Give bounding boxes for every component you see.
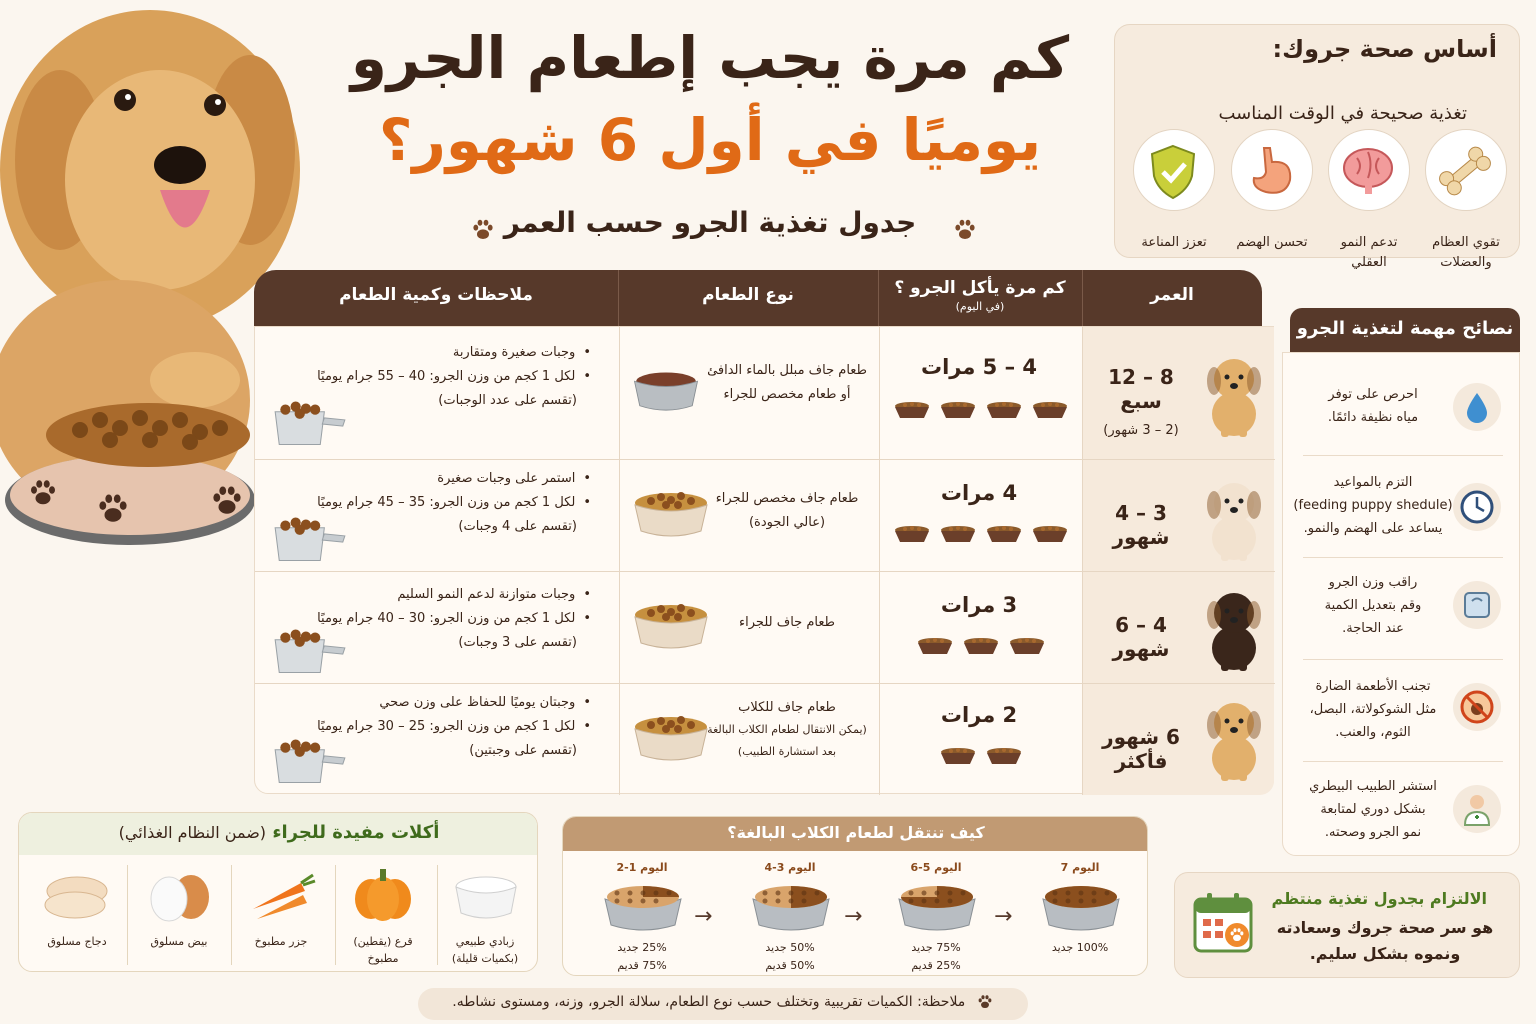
carrot-icon <box>243 865 319 925</box>
calendar-icon <box>1191 889 1255 955</box>
step4-day: اليوم 1-2 <box>616 861 668 874</box>
commitment-line2: هو سر صحة جروك وسعادته <box>1276 918 1494 937</box>
snack-egg-label: بيض مسلوق <box>150 935 208 948</box>
commitment-line3: ونموه بشكل سليم. <box>1309 944 1461 963</box>
meal-bowl-icon <box>916 637 954 655</box>
page-title-line2: يوميًا في أول 6 شهور؟ <box>378 106 1042 174</box>
measuring-cup-icon <box>269 397 351 449</box>
health-basics-title: أساس صحة جروك: <box>1272 35 1497 63</box>
table-row-age <box>1089 365 1193 438</box>
transition-step <box>1025 851 1135 976</box>
step4-old: 75% قديم <box>617 959 667 972</box>
paw-icon <box>952 218 978 242</box>
snack-pumpkin-note: مطبوخ <box>367 952 399 965</box>
benefit-brain-label-2: العقلي <box>1351 255 1387 270</box>
row3-note3: (تقسم على 3 وجبات) <box>458 635 577 650</box>
row4-age: 6 شهور فأكثر <box>1102 725 1180 773</box>
step2-old: 25% قديم <box>911 959 961 972</box>
kibble-bowl-icon <box>631 483 711 543</box>
row2-food-line2: (عالي الجودة) <box>748 515 826 530</box>
tip4-line3: الثوم، والعنب. <box>1335 725 1411 740</box>
step2-new: 75% جديد <box>911 941 961 954</box>
arrow-right-icon: → <box>844 904 863 929</box>
meal-bowl-icon <box>1008 637 1046 655</box>
row2-note1: • استمر على وجبات صغيرة <box>261 467 591 491</box>
header-frequency-sub: (في اليوم) <box>955 300 1005 313</box>
chicken-icon <box>39 867 115 925</box>
transition-title: كيف تنتقل لطعام الكلاب البالغة؟ <box>563 817 1148 851</box>
tip-item <box>1281 763 1519 863</box>
measuring-cup-icon <box>269 735 351 787</box>
tip2-line1: التزم بالمواعيد <box>1333 475 1413 490</box>
wet-food-bowl-icon <box>631 363 701 417</box>
meal-bowl-icon <box>985 747 1023 765</box>
puppy-icon <box>1199 349 1269 439</box>
row3-note2: • لكل 1 كجم من وزن الجرو: 30 – 40 جرام يوميًا <box>261 607 591 631</box>
tip5-line2: بشكل دوري لمتابعة <box>1320 802 1426 817</box>
brain-icon <box>1328 129 1410 211</box>
vet-icon <box>1453 785 1501 833</box>
row4-food-line1: طعام جاف للكلاب <box>738 700 836 715</box>
paw-icon <box>976 994 994 1010</box>
meal-bowl-icon <box>939 747 977 765</box>
benefit-bones-label-2: والعضلات <box>1440 255 1492 270</box>
header-age: العمر <box>1150 285 1194 305</box>
tip3-line2: وقم بتعديل الكمية <box>1324 598 1422 613</box>
yogurt-icon <box>451 867 521 925</box>
tip2-line2: (feeding puppy shedule) <box>1293 498 1453 513</box>
benefit-brain-label: تدعم النمو <box>1340 235 1398 250</box>
snack-item <box>129 855 229 972</box>
benefit-immunity-label: تعزز المناعة <box>1141 235 1207 250</box>
row1-note1: • وجبات صغيرة ومتقاربة <box>261 341 591 365</box>
no-food-icon <box>1453 683 1501 731</box>
row3-age: 4 – 6 شهور <box>1112 613 1170 661</box>
step2-day: اليوم 5-6 <box>910 861 962 874</box>
row1-food-line1: طعام جاف مبلل بالماء الدافئ <box>707 363 867 378</box>
row2-food-line1: طعام جاف مخصص للجراء <box>715 491 859 506</box>
step4-new: 25% جديد <box>617 941 667 954</box>
step1-day: اليوم 7 <box>1060 861 1100 874</box>
tip-item <box>1281 457 1519 557</box>
meal-bowl-icon <box>939 401 977 419</box>
row2-age: 3 – 4 شهور <box>1112 501 1170 549</box>
mix-bowl <box>895 877 979 935</box>
meal-bowl-icon <box>893 525 931 543</box>
snack-item <box>27 855 127 972</box>
meal-bowl-icon <box>962 637 1000 655</box>
step3-day: اليوم 3-4 <box>764 861 816 874</box>
tip5-line1: استشر الطبيب البيطري <box>1309 779 1437 794</box>
benefit-digestion-label: تحسن الهضم <box>1236 235 1308 250</box>
egg-icon <box>143 865 215 925</box>
row1-age: 8 – 12 سبع <box>1108 365 1174 413</box>
commitment-line1: الالتزام بجدول تغذية منتظم <box>1271 889 1487 908</box>
row1-note2: • لكل 1 كجم من وزن الجرو: 40 – 55 جرام يوميًا <box>261 365 591 389</box>
snack-yogurt-label: زبادي طبيعي <box>455 935 515 948</box>
puppy-icon <box>1199 583 1269 673</box>
meal-bowl-icon <box>1031 525 1069 543</box>
meal-bowl-icon <box>985 525 1023 543</box>
page-subtitle: جدول تغذية الجرو حسب العمر <box>503 206 917 239</box>
row2-note2: • لكل 1 كجم من وزن الجرو: 35 – 45 جرام يوميًا <box>261 491 591 515</box>
tip1-line1: احرص على توفر <box>1328 387 1418 402</box>
row1-note3: (تقسم على عدد الوجبات) <box>438 393 577 408</box>
snacks-title-note: (ضمن النظام الغذائي) <box>118 823 267 842</box>
row4-food-line2: (يمكن الانتقال لطعام الكلاب البالغة <box>707 723 867 736</box>
measuring-cup-icon <box>269 625 351 677</box>
health-basics-subtitle: تغذية صحيحة في الوقت المناسب <box>1218 103 1467 124</box>
snack-item <box>435 855 535 972</box>
puppy-icon <box>1199 693 1269 783</box>
tip-item <box>1281 661 1519 761</box>
step3-old: 50% قديم <box>765 959 815 972</box>
tip5-line3: نمو الجرو وصحته. <box>1324 825 1422 840</box>
footer-note <box>418 988 1028 1020</box>
shield-check-icon <box>1133 129 1215 211</box>
meal-bowl-icon <box>985 401 1023 419</box>
arrow-right-icon: → <box>994 904 1013 929</box>
header-frequency: كم مرة يأكل الجرو ؟ <box>894 278 1066 298</box>
feeding-table-header <box>254 270 1262 326</box>
transition-step <box>881 851 991 976</box>
row4-times: 2 مرات <box>940 703 1018 727</box>
tip-item <box>1281 559 1519 659</box>
row2-note3: (تقسم على 4 وجبات) <box>458 519 577 534</box>
row4-note2: • لكل 1 كجم من وزن الجرو: 25 – 30 جرام يوميًا <box>261 715 591 739</box>
row3-note1: • وجبات متوازنة لدعم النمو السليم <box>261 583 591 607</box>
water-drop-icon <box>1453 383 1501 431</box>
tip4-line1: تجنب الأطعمة الضارة <box>1315 679 1431 694</box>
meal-bowl-icon <box>1031 401 1069 419</box>
row1-times: 4 – 5 مرات <box>920 355 1038 379</box>
kibble-bowl-icon <box>631 707 711 767</box>
snack-item <box>231 855 331 972</box>
snack-chicken-label: دجاج مسلوق <box>47 935 107 948</box>
step3-new: 50% جديد <box>765 941 815 954</box>
feeding-table <box>254 326 1274 794</box>
tip-item <box>1281 357 1519 457</box>
bone-icon <box>1425 129 1507 211</box>
scale-icon <box>1453 581 1501 629</box>
row4-note1: • وجبتان يوميًا للحفاظ على وزن صحي <box>261 691 591 715</box>
footer-note-text: ملاحظة: الكميات تقريبية وتختلف حسب نوع الطعام، سلالة الجرو، وزنه، ومستوى نشاطه. <box>452 994 966 1010</box>
clock-icon <box>1453 483 1501 531</box>
healthy-snacks-panel <box>18 812 538 972</box>
pumpkin-icon <box>347 863 419 925</box>
meal-bowl-icon <box>939 525 977 543</box>
tip1-line2: مياه نظيفة دائمًا. <box>1327 410 1419 425</box>
arrow-right-icon: → <box>694 904 713 929</box>
tip3-line1: راقب وزن الجرو <box>1328 575 1418 590</box>
tip2-line3: يساعد على الهضم والنمو. <box>1303 521 1443 536</box>
adult-food-transition-panel <box>562 816 1148 976</box>
mix-bowl <box>1039 877 1123 935</box>
snack-pumpkin-label: قرع (يقطين) <box>353 935 413 948</box>
measuring-cup-icon <box>269 513 351 565</box>
header-food-type: نوع الطعام <box>702 285 794 305</box>
row4-note3: (تقسم على وجبتين) <box>469 743 577 758</box>
header-notes: ملاحظات وكمية الطعام <box>339 285 533 305</box>
step1-new: 100% جديد <box>1051 941 1109 954</box>
benefit-bones-label: تقوي العظام <box>1432 235 1500 250</box>
kibble-bowl-icon <box>631 595 711 655</box>
row1-food-line2: أو طعام مخصص للجراء <box>723 387 851 402</box>
transition-step <box>587 851 697 976</box>
row1-age-sub: (2 – 3 شهور) <box>1103 423 1179 438</box>
stomach-icon <box>1231 129 1313 211</box>
health-basics-panel <box>1114 24 1520 270</box>
snack-item <box>333 855 433 972</box>
snack-carrot-label: جزر مطبوخ <box>254 935 308 948</box>
page-title-line1: كم مرة يجب إطعام الجرو <box>350 24 1070 92</box>
puppy-icon <box>1199 473 1269 563</box>
snacks-title: أكلات مفيدة للجراء <box>272 822 440 843</box>
row2-times: 4 مرات <box>940 481 1018 505</box>
meal-bowl-icon <box>893 401 931 419</box>
transition-step <box>735 851 845 976</box>
mix-bowl <box>749 877 833 935</box>
tips-panel <box>1282 352 1520 856</box>
tip3-line3: عند الحاجة. <box>1342 621 1404 636</box>
snack-yogurt-note: (بكميات قليلة) <box>451 952 519 965</box>
commitment-box <box>1174 872 1520 978</box>
mix-bowl <box>601 877 685 935</box>
row3-times: 3 مرات <box>940 593 1018 617</box>
tip4-line2: مثل الشوكولاتة، البصل، <box>1309 702 1437 717</box>
row4-food-line3: بعد استشارة الطبيب) <box>737 745 837 758</box>
tips-title: نصائح مهمة لتغذية الجرو <box>1290 308 1520 352</box>
row3-food-line1: طعام جاف للجراء <box>739 615 835 630</box>
